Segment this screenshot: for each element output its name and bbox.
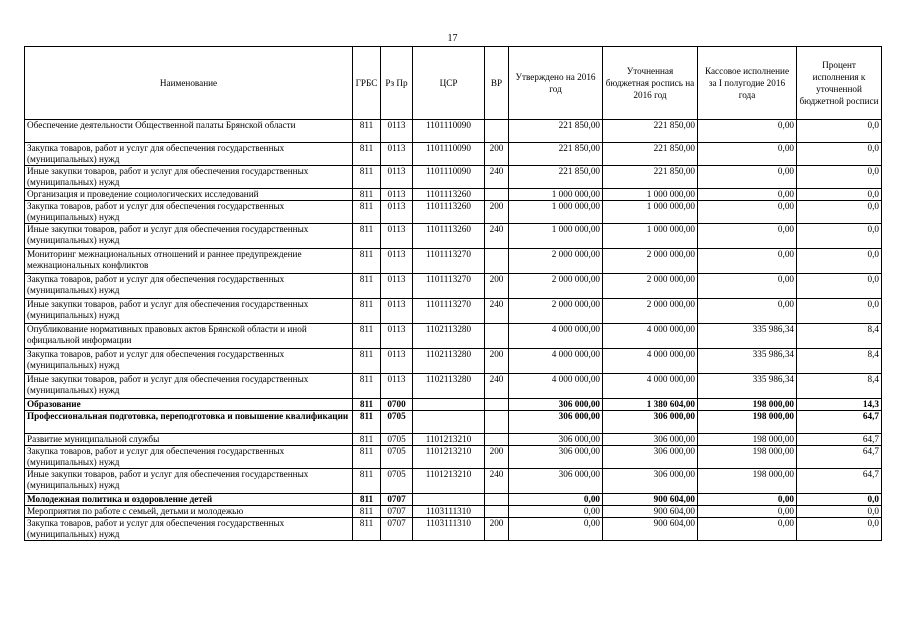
header-csr: ЦСР <box>413 47 485 120</box>
cell-grbs: 811 <box>353 120 381 143</box>
cell-name: Закупка товаров, работ и услуг для обеспечения государственных (муниципальных) нужд <box>25 201 353 224</box>
cell-rzpr: 0705 <box>381 434 413 446</box>
cell-percent: 64,7 <box>797 434 882 446</box>
cell-approved: 0,00 <box>509 518 603 541</box>
cell-vr: 200 <box>485 201 509 224</box>
cell-percent: 0,0 <box>797 518 882 541</box>
cell-cash: 0,00 <box>698 166 797 189</box>
cell-grbs: 811 <box>353 166 381 189</box>
cell-percent: 0,0 <box>797 299 882 324</box>
cell-name: Мероприятия по работе с семьей, детьми и молодежью <box>25 506 353 518</box>
cell-csr: 1101113260 <box>413 201 485 224</box>
cell-approved: 306 000,00 <box>509 469 603 494</box>
cell-name: Организация и проведение социологических исследований <box>25 189 353 201</box>
cell-rzpr: 0113 <box>381 274 413 299</box>
table-row <box>25 224 882 249</box>
cell-vr <box>485 249 509 274</box>
cell-cash: 0,00 <box>698 299 797 324</box>
table-body <box>25 120 882 541</box>
cell-approved: 1 000 000,00 <box>509 189 603 201</box>
cell-vr: 200 <box>485 274 509 299</box>
cell-refined: 306 000,00 <box>603 446 698 469</box>
cell-grbs: 811 <box>353 349 381 374</box>
cell-grbs: 811 <box>353 143 381 166</box>
cell-approved: 4 000 000,00 <box>509 349 603 374</box>
cell-percent: 0,0 <box>797 249 882 274</box>
cell-cash: 0,00 <box>698 518 797 541</box>
cell-csr <box>413 399 485 411</box>
cell-refined: 2 000 000,00 <box>603 249 698 274</box>
cell-rzpr: 0113 <box>381 189 413 201</box>
cell-cash: 198 000,00 <box>698 434 797 446</box>
cell-vr <box>485 411 509 434</box>
header-percent: Процент исполнения к уточненной бюджетной росписи <box>797 47 882 120</box>
cell-grbs: 811 <box>353 434 381 446</box>
cell-percent: 0,0 <box>797 143 882 166</box>
cell-rzpr: 0707 <box>381 518 413 541</box>
cell-grbs: 811 <box>353 494 381 506</box>
cell-approved: 0,00 <box>509 494 603 506</box>
cell-rzpr: 0705 <box>381 446 413 469</box>
cell-percent: 8,4 <box>797 349 882 374</box>
cell-approved: 306 000,00 <box>509 411 603 434</box>
cell-csr: 1101110090 <box>413 143 485 166</box>
cell-name: Образование <box>25 399 353 411</box>
cell-csr: 1101110090 <box>413 166 485 189</box>
table-row <box>25 506 882 518</box>
cell-grbs: 811 <box>353 201 381 224</box>
table-row <box>25 324 882 349</box>
cell-approved: 2 000 000,00 <box>509 274 603 299</box>
cell-percent: 14,3 <box>797 399 882 411</box>
cell-approved: 2 000 000,00 <box>509 249 603 274</box>
cell-refined: 1 000 000,00 <box>603 224 698 249</box>
cell-cash: 0,00 <box>698 494 797 506</box>
cell-cash: 0,00 <box>698 274 797 299</box>
cell-csr: 1101213210 <box>413 434 485 446</box>
cell-csr: 1101113270 <box>413 249 485 274</box>
cell-csr: 1101110090 <box>413 120 485 143</box>
cell-rzpr: 0705 <box>381 469 413 494</box>
cell-rzpr: 0113 <box>381 166 413 189</box>
cell-vr <box>485 120 509 143</box>
cell-approved: 4 000 000,00 <box>509 374 603 399</box>
cell-refined: 4 000 000,00 <box>603 374 698 399</box>
cell-grbs: 811 <box>353 274 381 299</box>
cell-percent: 64,7 <box>797 469 882 494</box>
cell-rzpr: 0707 <box>381 494 413 506</box>
cell-name: Иные закупки товаров, работ и услуг для обеспечения государственных (муниципальных) нужд <box>25 299 353 324</box>
cell-percent: 0,0 <box>797 274 882 299</box>
cell-csr: 1101213210 <box>413 446 485 469</box>
cell-vr: 240 <box>485 166 509 189</box>
cell-csr: 1101113260 <box>413 224 485 249</box>
cell-grbs: 811 <box>353 189 381 201</box>
cell-name: Иные закупки товаров, работ и услуг для обеспечения государственных (муниципальных) нужд <box>25 469 353 494</box>
table-row <box>25 374 882 399</box>
cell-cash: 335 986,34 <box>698 374 797 399</box>
cell-csr: 1101113270 <box>413 274 485 299</box>
cell-vr: 200 <box>485 518 509 541</box>
table-row <box>25 446 882 469</box>
cell-refined: 221 850,00 <box>603 143 698 166</box>
cell-vr <box>485 399 509 411</box>
cell-name: Иные закупки товаров, работ и услуг для обеспечения государственных (муниципальных) нужд <box>25 166 353 189</box>
cell-percent: 0,0 <box>797 189 882 201</box>
cell-refined: 306 000,00 <box>603 434 698 446</box>
header-refined: Уточненная бюджетная роспись на 2016 год <box>603 47 698 120</box>
cell-csr <box>413 411 485 434</box>
table-row <box>25 201 882 224</box>
cell-refined: 900 604,00 <box>603 494 698 506</box>
header-approved: Утверждено на 2016 год <box>509 47 603 120</box>
cell-name: Мониторинг межнациональных отношений и раннее предупреждение межнациональных конфликтов <box>25 249 353 274</box>
cell-approved: 2 000 000,00 <box>509 299 603 324</box>
cell-name: Закупка товаров, работ и услуг для обеспечения государственных (муниципальных) нужд <box>25 274 353 299</box>
header-name: Наименование <box>25 47 353 120</box>
cell-refined: 900 604,00 <box>603 506 698 518</box>
table-row <box>25 166 882 189</box>
table-row <box>25 274 882 299</box>
cell-vr <box>485 506 509 518</box>
table-row <box>25 434 882 446</box>
cell-vr: 200 <box>485 143 509 166</box>
cell-cash: 198 000,00 <box>698 469 797 494</box>
cell-grbs: 811 <box>353 446 381 469</box>
cell-csr: 1103111310 <box>413 506 485 518</box>
cell-cash: 198 000,00 <box>698 446 797 469</box>
cell-vr <box>485 189 509 201</box>
cell-percent: 0,0 <box>797 166 882 189</box>
cell-percent: 0,0 <box>797 224 882 249</box>
cell-name: Обеспечение деятельности Общественной палаты Брянской области <box>25 120 353 143</box>
cell-grbs: 811 <box>353 506 381 518</box>
cell-vr: 200 <box>485 446 509 469</box>
cell-name: Опубликование нормативных правовых актов Брянской области и иной официальной информации <box>25 324 353 349</box>
cell-refined: 2 000 000,00 <box>603 274 698 299</box>
cell-cash: 0,00 <box>698 143 797 166</box>
cell-vr <box>485 434 509 446</box>
cell-refined: 1 380 604,00 <box>603 399 698 411</box>
cell-percent: 8,4 <box>797 324 882 349</box>
cell-refined: 306 000,00 <box>603 469 698 494</box>
cell-csr: 1101113260 <box>413 189 485 201</box>
cell-percent: 0,0 <box>797 201 882 224</box>
header-cash: Кассовое исполнение за I полугодие 2016 года <box>698 47 797 120</box>
cell-name: Закупка товаров, работ и услуг для обеспечения государственных (муниципальных) нужд <box>25 518 353 541</box>
cell-grbs: 811 <box>353 411 381 434</box>
cell-refined: 4 000 000,00 <box>603 324 698 349</box>
cell-approved: 4 000 000,00 <box>509 324 603 349</box>
table-row <box>25 189 882 201</box>
cell-vr: 240 <box>485 224 509 249</box>
cell-cash: 0,00 <box>698 224 797 249</box>
cell-rzpr: 0113 <box>381 143 413 166</box>
cell-vr <box>485 494 509 506</box>
cell-grbs: 811 <box>353 374 381 399</box>
cell-csr: 1101113270 <box>413 299 485 324</box>
cell-cash: 0,00 <box>698 201 797 224</box>
cell-approved: 306 000,00 <box>509 434 603 446</box>
table-row <box>25 494 882 506</box>
table-row <box>25 249 882 274</box>
cell-refined: 1 000 000,00 <box>603 189 698 201</box>
cell-grbs: 811 <box>353 224 381 249</box>
cell-refined: 900 604,00 <box>603 518 698 541</box>
cell-vr: 240 <box>485 374 509 399</box>
cell-approved: 0,00 <box>509 506 603 518</box>
cell-grbs: 811 <box>353 399 381 411</box>
cell-name: Иные закупки товаров, работ и услуг для обеспечения государственных (муниципальных) нужд <box>25 374 353 399</box>
table-row <box>25 143 882 166</box>
header-rzpr: Рз Пр <box>381 47 413 120</box>
table-row <box>25 399 882 411</box>
cell-cash: 198 000,00 <box>698 399 797 411</box>
cell-percent: 0,0 <box>797 494 882 506</box>
cell-name: Закупка товаров, работ и услуг для обеспечения государственных (муниципальных) нужд <box>25 349 353 374</box>
cell-vr: 240 <box>485 299 509 324</box>
cell-percent: 0,0 <box>797 506 882 518</box>
cell-cash: 0,00 <box>698 506 797 518</box>
header-grbs: ГРБС <box>353 47 381 120</box>
table-header-row <box>25 47 882 120</box>
cell-approved: 221 850,00 <box>509 166 603 189</box>
cell-grbs: 811 <box>353 324 381 349</box>
cell-cash: 0,00 <box>698 189 797 201</box>
cell-percent: 64,7 <box>797 411 882 434</box>
cell-cash: 198 000,00 <box>698 411 797 434</box>
cell-csr: 1101213210 <box>413 469 485 494</box>
cell-refined: 306 000,00 <box>603 411 698 434</box>
table-row <box>25 518 882 541</box>
cell-csr: 1102113280 <box>413 324 485 349</box>
cell-cash: 0,00 <box>698 249 797 274</box>
table-row <box>25 120 882 143</box>
header-vr: ВР <box>485 47 509 120</box>
page-number: 17 <box>447 33 458 44</box>
cell-refined: 2 000 000,00 <box>603 299 698 324</box>
cell-rzpr: 0113 <box>381 324 413 349</box>
cell-rzpr: 0700 <box>381 399 413 411</box>
cell-refined: 1 000 000,00 <box>603 201 698 224</box>
cell-rzpr: 0113 <box>381 201 413 224</box>
cell-name: Закупка товаров, работ и услуг для обеспечения государственных (муниципальных) нужд <box>25 446 353 469</box>
cell-refined: 221 850,00 <box>603 166 698 189</box>
table-row <box>25 469 882 494</box>
cell-name: Молодежная политика и оздоровление детей <box>25 494 353 506</box>
cell-csr <box>413 494 485 506</box>
cell-rzpr: 0113 <box>381 120 413 143</box>
cell-approved: 1 000 000,00 <box>509 224 603 249</box>
table-row <box>25 349 882 374</box>
cell-refined: 221 850,00 <box>603 120 698 143</box>
cell-cash: 335 986,34 <box>698 324 797 349</box>
cell-rzpr: 0113 <box>381 224 413 249</box>
cell-grbs: 811 <box>353 249 381 274</box>
table-row <box>25 411 882 434</box>
cell-percent: 64,7 <box>797 446 882 469</box>
cell-refined: 4 000 000,00 <box>603 349 698 374</box>
cell-rzpr: 0113 <box>381 299 413 324</box>
cell-name: Профессиональная подготовка, переподготовка и повышение квалификации <box>25 411 353 434</box>
cell-approved: 306 000,00 <box>509 446 603 469</box>
cell-cash: 0,00 <box>698 120 797 143</box>
cell-approved: 306 000,00 <box>509 399 603 411</box>
cell-csr: 1102113280 <box>413 374 485 399</box>
cell-csr: 1103111310 <box>413 518 485 541</box>
cell-rzpr: 0707 <box>381 506 413 518</box>
table-row <box>25 299 882 324</box>
cell-rzpr: 0113 <box>381 249 413 274</box>
cell-approved: 221 850,00 <box>509 120 603 143</box>
cell-grbs: 811 <box>353 518 381 541</box>
cell-approved: 221 850,00 <box>509 143 603 166</box>
cell-percent: 8,4 <box>797 374 882 399</box>
cell-rzpr: 0113 <box>381 374 413 399</box>
cell-rzpr: 0113 <box>381 349 413 374</box>
cell-grbs: 811 <box>353 299 381 324</box>
cell-rzpr: 0705 <box>381 411 413 434</box>
cell-name: Развитие муниципальной службы <box>25 434 353 446</box>
cell-vr: 200 <box>485 349 509 374</box>
cell-cash: 335 986,34 <box>698 349 797 374</box>
cell-name: Закупка товаров, работ и услуг для обеспечения государственных (муниципальных) нужд <box>25 143 353 166</box>
cell-name: Иные закупки товаров, работ и услуг для обеспечения государственных (муниципальных) нужд <box>25 224 353 249</box>
cell-approved: 1 000 000,00 <box>509 201 603 224</box>
budget-table <box>24 46 882 541</box>
cell-grbs: 811 <box>353 469 381 494</box>
cell-vr: 240 <box>485 469 509 494</box>
cell-percent: 0,0 <box>797 120 882 143</box>
cell-vr <box>485 324 509 349</box>
cell-csr: 1102113280 <box>413 349 485 374</box>
